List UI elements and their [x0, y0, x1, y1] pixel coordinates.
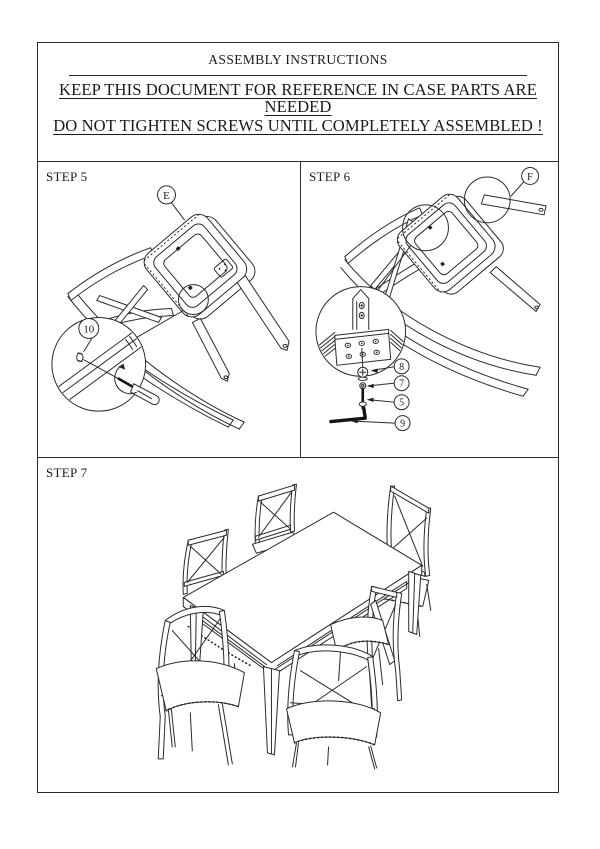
step6-label: STEP 6 — [309, 169, 351, 184]
callout-7-label: 7 — [399, 378, 405, 390]
bolt-hardware-stack — [331, 367, 368, 421]
washer-icon — [358, 377, 367, 380]
callout-f-label: F — [527, 170, 534, 183]
callout-10-label: 10 — [83, 323, 95, 336]
warning-line-2: DO NOT TIGHTEN SCREWS UNTIL COMPLETELY ASSEMBLED ! — [53, 115, 543, 135]
callout-e-label: E — [163, 189, 170, 202]
warning-line-1: KEEP THIS DOCUMENT FOR REFERENCE IN CASE PARTS ARE NEEDED — [59, 80, 537, 116]
header-section — [38, 43, 558, 162]
title-divider — [69, 75, 527, 76]
step7-label: STEP 7 — [46, 465, 88, 480]
magnifier-circle — [51, 317, 159, 422]
step5-panel — [38, 162, 301, 457]
step7-illustration — [38, 458, 558, 792]
steps-row — [38, 162, 558, 458]
document-frame — [37, 42, 559, 793]
callout-e — [158, 186, 185, 220]
callout-5-label: 5 — [399, 397, 405, 409]
step7-panel — [38, 458, 558, 792]
step6-illustration — [301, 162, 558, 457]
chair-front-center — [286, 645, 380, 769]
shaft-washer-icon — [359, 402, 366, 406]
step5-illustration — [38, 162, 300, 457]
step6-panel — [301, 162, 558, 457]
callout-8-label: 8 — [399, 361, 405, 373]
allen-key-icon — [331, 408, 365, 421]
callout-f — [511, 167, 538, 195]
callout-9-label: 9 — [400, 418, 406, 430]
magnifier-circle — [314, 287, 409, 377]
ring-washer-icon — [360, 383, 366, 389]
page-title: ASSEMBLY INSTRUCTIONS — [208, 52, 388, 67]
step5-label: STEP 5 — [46, 169, 88, 184]
